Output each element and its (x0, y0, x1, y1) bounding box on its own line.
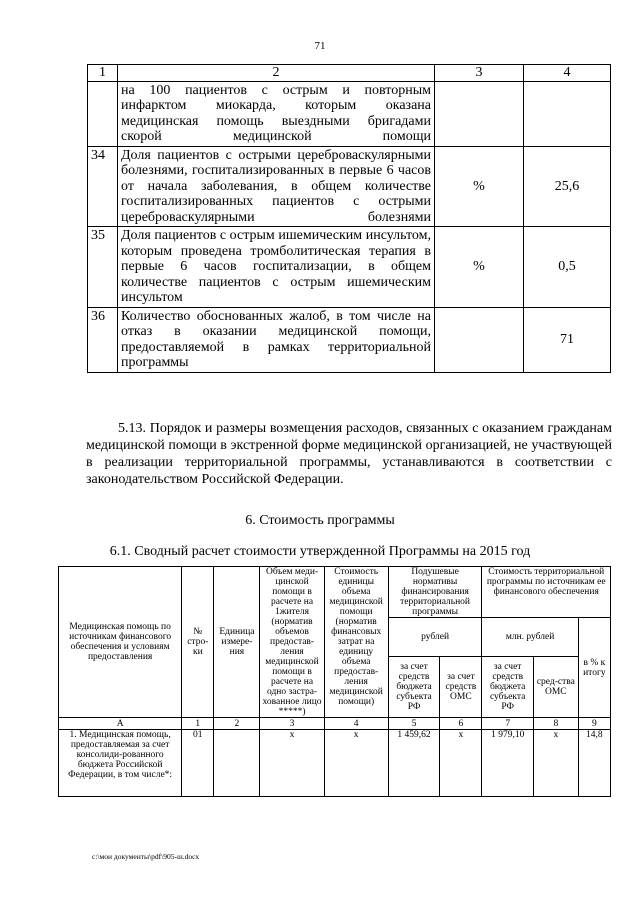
table-row (59, 730, 611, 797)
row-number (88, 81, 118, 146)
index-cell: 2 (214, 718, 260, 730)
index-cell: 1 (182, 718, 214, 730)
row-unit (435, 307, 524, 372)
table-row (88, 307, 611, 372)
index-cell: А (59, 718, 182, 730)
index-cell: 7 (482, 718, 534, 730)
header-col-pc-budget: за счет средств бюджета субъекта РФ (388, 657, 440, 718)
row-description: Доля пациентов с острыми цереброваскулярными болезнями, госпитализированных в первые 6 часов от начала заболевания, в общем количестве госпитализированных пациентов с острыми цереброваскулярными болезнями (118, 146, 435, 227)
row-number: 34 (88, 146, 118, 227)
row-description: на 100 пациентов с острым и повторным инфарктом миокарда, которым оказана медицинская помощь выездными бригадами скорой медицинской помощи (118, 81, 435, 146)
header-col-2: 2 (118, 65, 435, 82)
subsection-heading: 6.1. Сводный расчет стоимости утвержденной Программы на 2015 год (109, 544, 531, 559)
row-pc-budget: 1 459,62 (388, 730, 440, 797)
row-value: 0,5 (524, 227, 611, 308)
header-col-cost-budget: за счет средств бюджета субъекта РФ (482, 657, 534, 718)
index-cell: 5 (388, 718, 440, 730)
row-unit (435, 81, 524, 146)
table-row (88, 227, 611, 308)
table-row (88, 146, 611, 227)
row-description: Доля пациентов с острым ишемическим инсультом, которым проведена тромболитическая терапия в первые 6 часов госпитализации, в общем количестве пациентов с острым ишемическим инсультом (118, 227, 435, 308)
row-unit: % (435, 227, 524, 308)
header-unit-mln-rubles: млн. рублей (482, 618, 578, 657)
cost-table-index-row (59, 718, 611, 730)
row-number: 01 (182, 730, 214, 797)
index-cell: 4 (324, 718, 388, 730)
paragraph-5-13 (86, 420, 612, 488)
index-cell: 9 (578, 718, 610, 730)
row-number: 36 (88, 307, 118, 372)
paragraph-5-13-text: 5.13. Порядок и размеры возмещения расходов, связанных с оказанием гражданам медицинской помощи в экстренной форме медицинской организацией, не участвующей в реализации территориальной программы, устанавливаются в соответствии с законодательством Российской Федерации. (86, 421, 612, 487)
row-cost-budget: 1 979,10 (482, 730, 534, 797)
row-value: 25,6 (524, 146, 611, 227)
section-heading: 6. Стоимость программы (245, 513, 395, 528)
index-cell: 3 (260, 718, 324, 730)
header-unit-rubles: рублей (388, 618, 482, 657)
header-col-cost-oms: сред-ства ОМС (533, 657, 578, 718)
table-row (88, 81, 611, 146)
header-col-1: 1 (88, 65, 118, 82)
header-col-3: 3 (435, 65, 524, 82)
page-number: 71 (314, 40, 326, 52)
row-percent: 14,8 (578, 730, 610, 797)
row-cost-oms: х (533, 730, 578, 797)
row-unit (214, 730, 260, 797)
header-col-unit: Единица измере-ния (214, 567, 260, 718)
row-pc-oms: х (440, 730, 482, 797)
header-group-per-capita: Подушевые нормативы финансирования территориальной программы (388, 567, 482, 618)
header-col-a: Медицинская помощь по источникам финансового обеспечения и условиям предоставления (59, 567, 182, 718)
header-col-row-number: № стро-ки (182, 567, 214, 718)
row-volume: х (260, 730, 324, 797)
header-group-cost: Стоимость территориальной программы по источникам ее финансового обеспечения (482, 567, 611, 618)
cost-table (58, 566, 611, 797)
row-unit-cost: х (324, 730, 388, 797)
index-cell: 8 (533, 718, 578, 730)
header-col-volume: Объем меди-цинской помощи в расчете на 1жителя (норматив объемов предостав-ления медицинской помощи в расчете на одно застра-хованное лицо *****) (260, 567, 324, 718)
indicators-table-header (88, 65, 611, 82)
row-number: 35 (88, 227, 118, 308)
row-value: 71 (524, 307, 611, 372)
row-description: Количество обоснованных жалоб, в том числе на отказ в оказании медицинской помощи, предоставляемой в рамках территориальной программы (118, 307, 435, 372)
header-col-pc-oms: за счет средств ОМС (440, 657, 482, 718)
row-unit: % (435, 146, 524, 227)
row-value (524, 81, 611, 146)
footer-file-path: c:\мои документы\pdf\905-ш.docx (92, 852, 200, 861)
cost-table-header-row-1 (59, 567, 611, 618)
indicators-table (87, 64, 611, 373)
row-label: 1. Медицинская помощь, предоставляемая за счет консолиди-рованного бюджета Российской Федерации, в том числе*: (59, 730, 182, 797)
index-cell: 6 (440, 718, 482, 730)
header-col-4: 4 (524, 65, 611, 82)
header-col-unit-cost: Стоимость единицы объема медицинской помощи (норматив финансовых затрат на единицу объема предостав-ления медицинской помощи) (324, 567, 388, 718)
header-col-percent: в % к итогу (578, 618, 610, 718)
